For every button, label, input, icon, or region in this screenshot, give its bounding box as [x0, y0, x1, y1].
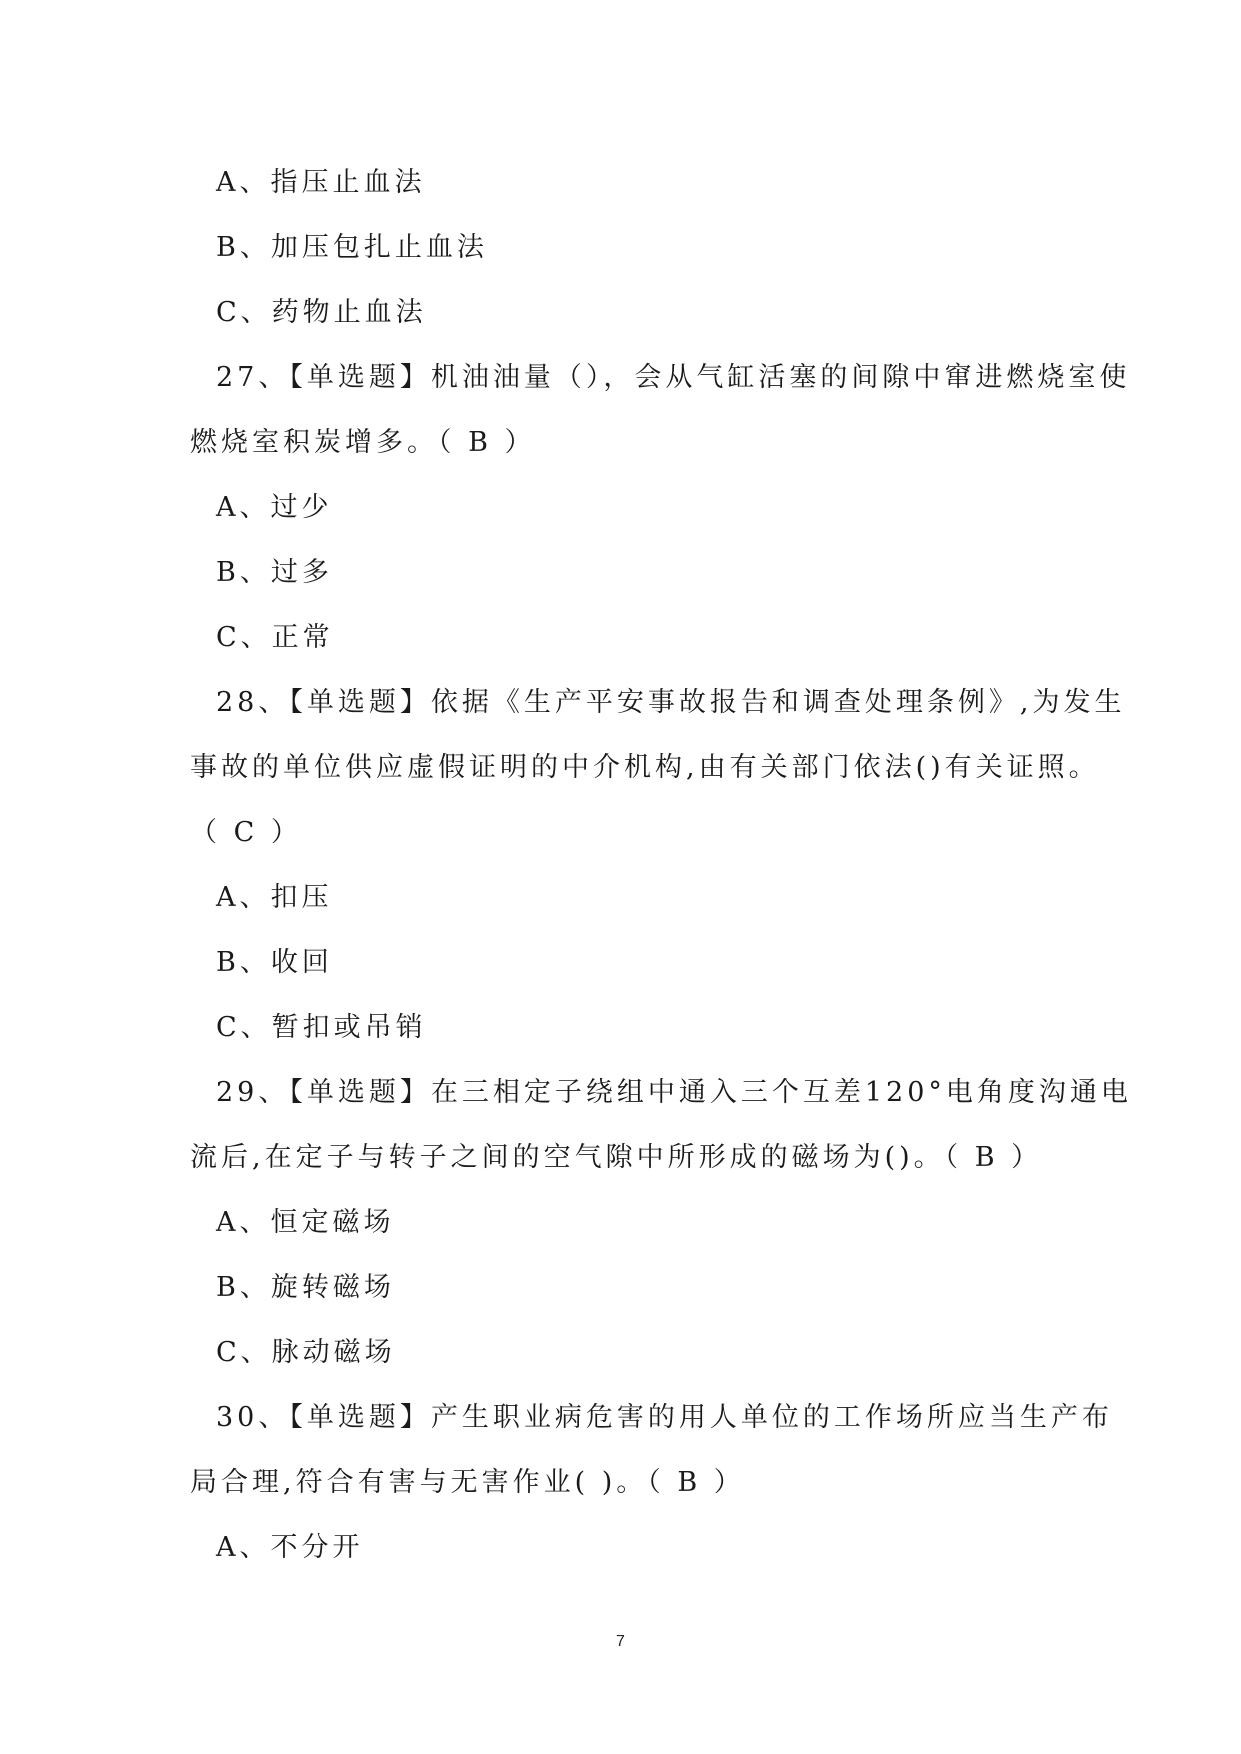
option-prev-c: C、药物止血法	[216, 297, 427, 328]
question-30-text-line2: 局合理,符合有害与无害作业( )。（ B ）	[190, 1467, 745, 1498]
question-28-option-b: B、收回	[216, 947, 333, 978]
question-28-option-c: C、暂扣或吊销	[216, 1012, 427, 1043]
question-28-option-a: A、扣压	[216, 882, 333, 913]
question-28-text-line1: 28、【单选题】依据《生产平安事故报告和调查处理条例》,为发生	[216, 687, 1126, 718]
question-29-text-line2: 流后,在定子与转子之间的空气隙中所形成的磁场为()。（ B ）	[190, 1142, 1043, 1173]
question-28-text-line2: 事故的单位供应虚假证明的中介机构,由有关部门依法()有关证照。	[190, 752, 1100, 783]
option-prev-a: A、指压止血法	[216, 167, 426, 198]
question-27-option-b: B、过多	[216, 557, 333, 588]
question-28-text-line3: （ C ）	[190, 817, 302, 848]
question-29-option-b: B、旋转磁场	[216, 1272, 395, 1303]
question-30-text-line1: 30、【单选题】产生职业病危害的用人单位的工作场所应当生产布	[216, 1402, 1113, 1433]
question-29-text-line1: 29、【单选题】在三相定子绕组中通入三个互差120°电角度沟通电	[216, 1077, 1132, 1108]
question-27-text-line1: 27、【单选题】机油油量（），会从气缸活塞的间隙中窜进燃烧室使	[216, 362, 1131, 393]
page-number: 7	[616, 1633, 625, 1650]
question-29-option-c: C、脉动磁场	[216, 1337, 396, 1368]
option-prev-b: B、加压包扎止血法	[216, 232, 488, 263]
question-27-text-line2: 燃烧室积炭增多。（ B ）	[190, 427, 536, 458]
question-30-option-a: A、不分开	[216, 1532, 364, 1563]
question-27-option-c: C、正常	[216, 622, 334, 653]
question-29-option-a: A、恒定磁场	[216, 1207, 395, 1238]
question-27-option-a: A、过少	[216, 492, 333, 523]
